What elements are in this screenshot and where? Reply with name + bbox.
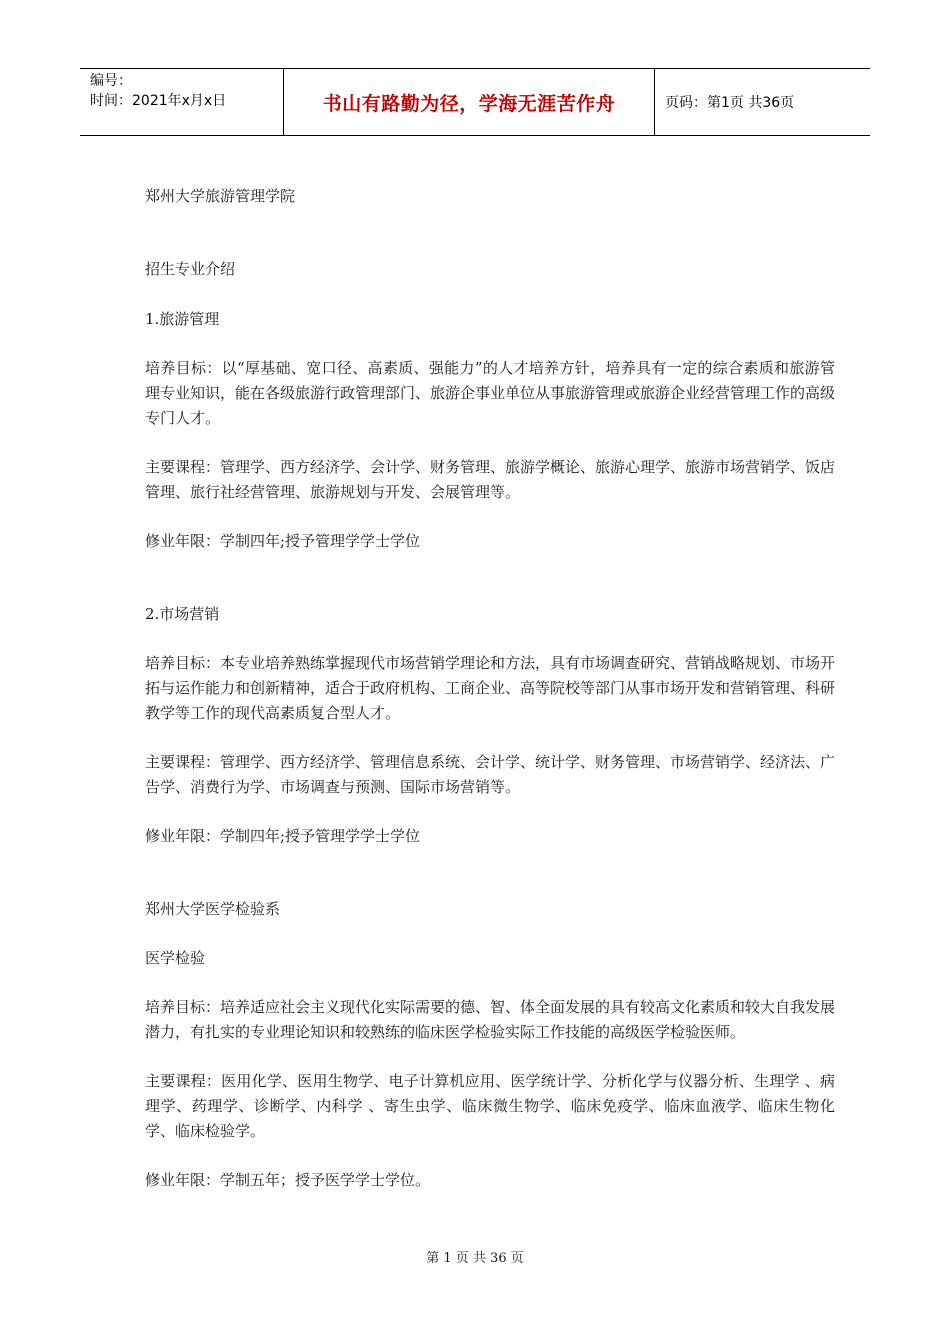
header-meta bbox=[80, 69, 283, 135]
header-page-info: 页码：第1页 共36页 bbox=[665, 95, 795, 111]
major-goal: 培养目标：以“厚基础、宽口径、高素质、强能力”的人才培养方针，培养具有一定的综合素质和旅游管理专业知识，能在各级旅游行政管理部门、旅游企事业单位从事旅游管理或旅游企业经营管理工作的高级专门人才。 bbox=[145, 359, 836, 427]
page-header bbox=[80, 68, 870, 136]
major-courses: 主要课程：医用化学、医用生物学、电子计算机应用、医学统计学、分析化学与仪器分析、生理学 、病理学、药理学、诊断学、内科学 、寄生虫学、临床微生物学、临床免疫学、临床血液学、临床生物化学、临床检验学。 bbox=[145, 1072, 835, 1140]
document-body bbox=[145, 180, 835, 1193]
major-title: 医学检验 bbox=[145, 949, 206, 967]
school-heading: 郑州大学旅游管理学院 bbox=[145, 187, 296, 205]
major-goal: 培养目标：本专业培养熟练掌握现代市场营销学理论和方法，具有市场调查研究、营销战略规划、市场开拓与运作能力和创新精神，适合于政府机构、工商企业、高等院校等部门从事市场开发和营销管理、科研教学等工作的现代高素质复合型人才。 bbox=[145, 654, 836, 722]
intro-heading: 招生专业介绍 bbox=[145, 260, 236, 278]
date-label: 时间：2021年x月x日 bbox=[90, 93, 227, 109]
major-years: 修业年限：学制五年；授予医学学士学位。 bbox=[145, 1171, 431, 1189]
code-label: 编号： bbox=[90, 73, 132, 89]
major-title: 2.市场营销 bbox=[145, 605, 220, 623]
school-heading: 郑州大学医学检验系 bbox=[145, 900, 281, 918]
major-courses: 主要课程：管理学、西方经济学、会计学、财务管理、旅游学概论、旅游心理学、旅游市场营销学、饭店管理、旅行社经营管理、旅游规划与开发、会展管理等。 bbox=[145, 458, 836, 501]
header-motto: 书山有路勤为径，学海无涯苦作舟 bbox=[283, 69, 655, 135]
major-years: 修业年限：学制四年;授予管理学学士学位 bbox=[145, 827, 421, 845]
page-footer: 第 1 页 共 36 页 bbox=[426, 1251, 524, 1266]
major-courses: 主要课程：管理学、西方经济学、管理信息系统、会计学、统计学、财务管理、市场营销学、经济法、广告学、消费行为学、市场调查与预测、国际市场营销等。 bbox=[145, 753, 836, 796]
major-title: 1.旅游管理 bbox=[145, 310, 220, 328]
major-goal: 培养目标：培养适应社会主义现代化实际需要的德、智、体全面发展的具有较高文化素质和较大自我发展潜力，有扎实的专业理论知识和较熟练的临床医学检验实际工作技能的高级医学检验医师。 bbox=[145, 998, 836, 1041]
major-years: 修业年限：学制四年;授予管理学学士学位 bbox=[145, 532, 421, 550]
